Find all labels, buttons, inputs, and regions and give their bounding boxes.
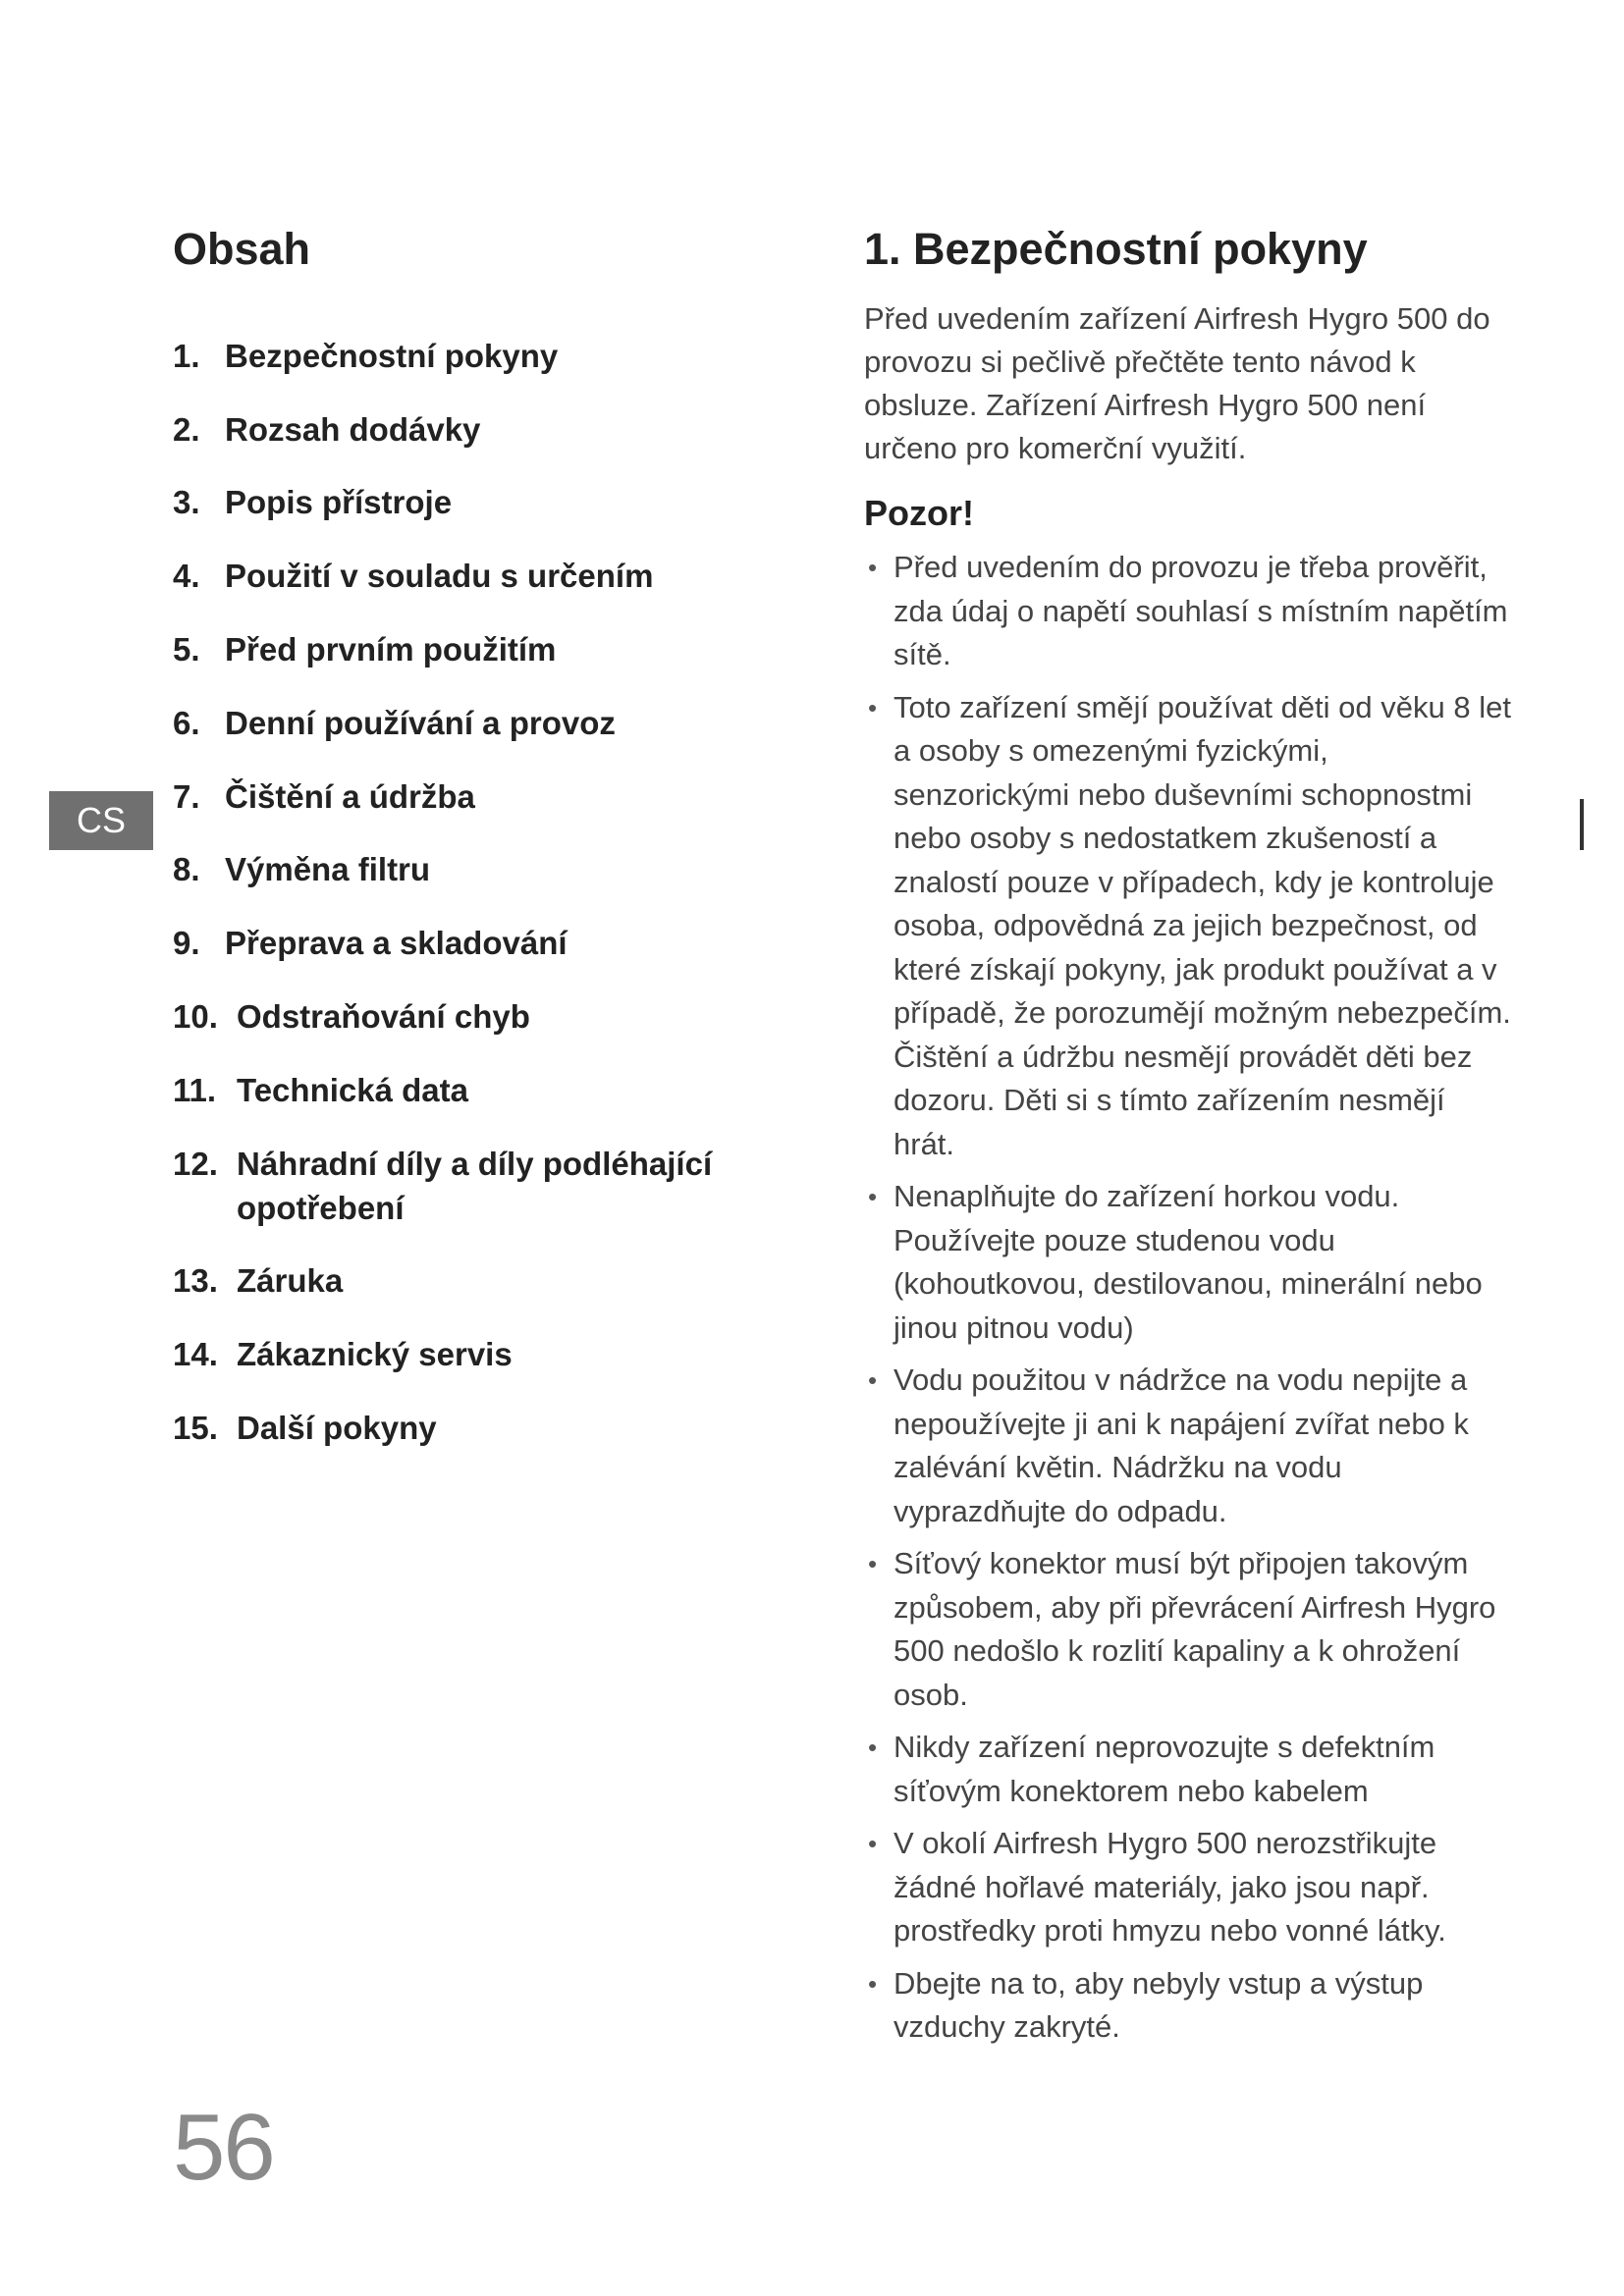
safety-bullet: • V okolí Airfresh Hygro 500 nerozstřikujte žádné hořlavé materiály, jako jsou např. prostředky proti hmyzu nebo vonné látky. bbox=[864, 1822, 1512, 1953]
toc-item[interactable] bbox=[173, 407, 782, 452]
toc-item-number: 9. bbox=[173, 925, 200, 961]
toc-item-number: 1. bbox=[173, 338, 200, 374]
toc-item[interactable] bbox=[173, 1406, 782, 1450]
toc-item-label: Denní používání a provoz bbox=[225, 705, 616, 741]
toc-item[interactable] bbox=[173, 480, 782, 524]
safety-bullet: • Toto zařízení smějí používat děti od věku 8 let a osoby s omezenými fyzickými, senzorickými nebo duševními schopnostmi nebo osoby s nedostatkem zkušeností a znalostí pouze v případech, kdy je kontroluje osoba, odpovědná za jejich bezpečnost, od které získají pokyny, jak produkt používat a v případě, že porozumějí možným nebezpečím. Čištění a údržbu nesmějí provádět děti bez dozoru. Děti si s tímto zařízením nesmějí hrát. bbox=[864, 686, 1512, 1167]
toc-item-label: Bezpečnostní pokyny bbox=[225, 338, 559, 374]
safety-bullet: • Nenaplňujte do zařízení horkou vodu. Používejte pouze studenou vodu (kohoutkovou, destilovanou, minerální nebo jinou pitnou vodu) bbox=[864, 1175, 1512, 1350]
toc-item-number: 4. bbox=[173, 558, 200, 594]
safety-bullet: • Před uvedením do provozu je třeba prověřit, zda údaj o napětí souhlasí s místním napětím sítě. bbox=[864, 546, 1512, 677]
toc-item-number: 14. bbox=[173, 1336, 218, 1372]
toc-item-label: Odstraňování chyb bbox=[237, 998, 530, 1035]
toc-item-number: 2. bbox=[173, 411, 200, 448]
toc-item-label: Výměna filtru bbox=[225, 851, 431, 887]
toc-item[interactable] bbox=[173, 1258, 782, 1303]
toc-item-number: 3. bbox=[173, 484, 200, 520]
margin-marker bbox=[1580, 799, 1584, 850]
toc-title: Obsah bbox=[173, 224, 311, 274]
toc-item-number: 15. bbox=[173, 1410, 218, 1446]
toc-item-number: 6. bbox=[173, 705, 200, 741]
toc-item-label: Přeprava a skladování bbox=[225, 925, 568, 961]
safety-bullet-list bbox=[864, 546, 1512, 2058]
toc-item-label: Popis přístroje bbox=[225, 484, 453, 520]
language-tab: CS bbox=[49, 791, 153, 850]
toc-item[interactable] bbox=[173, 921, 782, 965]
toc-item[interactable] bbox=[173, 1068, 782, 1112]
toc-item-label: Použití v souladu s určením bbox=[225, 558, 654, 594]
toc-item-number: 11. bbox=[173, 1072, 217, 1108]
page-number: 56 bbox=[173, 2095, 274, 2200]
toc-item-label: Čištění a údržba bbox=[225, 778, 475, 815]
toc-item-label: Další pokyny bbox=[237, 1410, 437, 1446]
toc-item[interactable] bbox=[173, 554, 782, 598]
toc-item-label: Záruka bbox=[237, 1262, 344, 1299]
toc-item-number: 10. bbox=[173, 998, 218, 1035]
safety-bullet: • Dbejte na to, aby nebyly vstup a výstup vzduchy zakryté. bbox=[864, 1962, 1512, 2050]
safety-bullet: • Nikdy zařízení neprovozujte s defektním síťovým konektorem nebo kabelem bbox=[864, 1726, 1512, 1813]
toc-item-label: Technická data bbox=[237, 1072, 468, 1108]
intro-paragraph: Před uvedením zařízení Airfresh Hygro 500 do provozu si pečlivě přečtěte tento návod k obsluze. Zařízení Airfresh Hygro 500 není určeno pro komerční využití. bbox=[864, 301, 1490, 465]
toc-item[interactable] bbox=[173, 1142, 782, 1230]
toc-item[interactable] bbox=[173, 1332, 782, 1376]
toc-item[interactable] bbox=[173, 701, 782, 745]
toc-item-number: 5. bbox=[173, 631, 200, 667]
toc-item[interactable] bbox=[173, 627, 782, 671]
toc-item-number: 7. bbox=[173, 778, 200, 815]
toc-item[interactable] bbox=[173, 994, 782, 1039]
section-title: 1. Bezpečnostní pokyny bbox=[864, 224, 1368, 274]
toc-item[interactable] bbox=[173, 334, 782, 378]
safety-bullet: • Vodu použitou v nádržce na vodu nepijte a nepoužívejte ji ani k napájení zvířat nebo k zalévání květin. Nádržku na vodu vyprazdňujte do odpadu. bbox=[864, 1359, 1512, 1533]
toc-item-label: Rozsah dodávky bbox=[225, 411, 481, 448]
toc-item[interactable] bbox=[173, 847, 782, 891]
toc-item-number: 12. bbox=[173, 1146, 218, 1182]
warning-heading: Pozor! bbox=[864, 493, 974, 533]
safety-bullet: • Síťový konektor musí být připojen takovým způsobem, aby při převrácení Airfresh Hygro 500 nedošlo k rozlití kapaliny a k ohrožení osob. bbox=[864, 1542, 1512, 1717]
toc-item-number: 8. bbox=[173, 851, 200, 887]
toc-item-label: Zákaznický servis bbox=[237, 1336, 513, 1372]
toc-item-label: Náhradní díly a díly podléhající opotřebení bbox=[237, 1146, 713, 1226]
toc-item-label: Před prvním použitím bbox=[225, 631, 557, 667]
toc-item[interactable] bbox=[173, 774, 782, 819]
toc-item-number: 13. bbox=[173, 1262, 218, 1299]
